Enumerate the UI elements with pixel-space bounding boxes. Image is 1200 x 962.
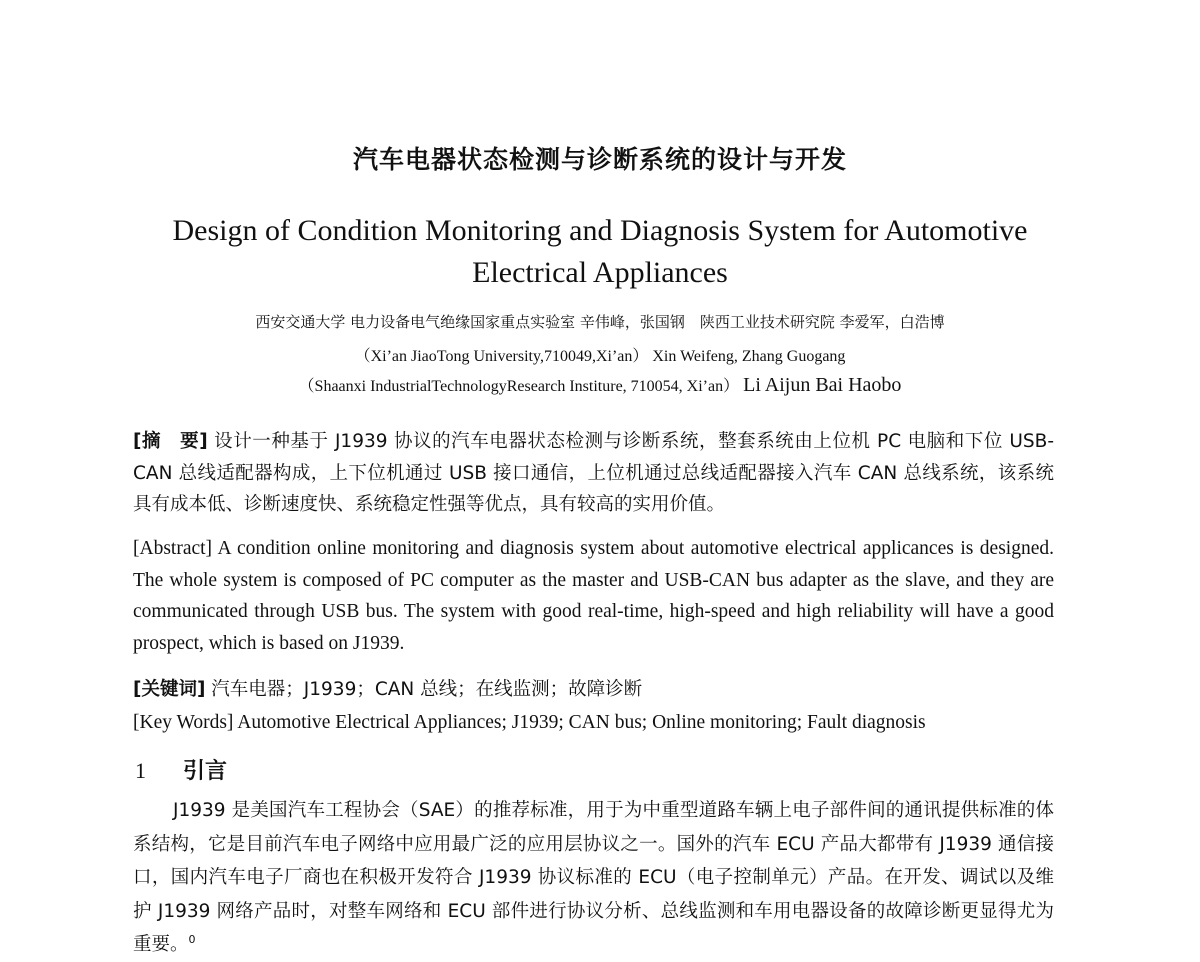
abstract-cn-text: 设计一种基于 J1939 协议的汽车电器状态检测与诊断系统，整套系统由上位机 PC 电脑和下位 USB-CAN 总线适配器构成，上下位机通过 USB 接口通信，上位机通过总线适配器接入汽车 CAN 总线系统，该系统具有成本低、诊断速度快、系统稳定性强等优点，具有较高的实用价值。 [133,431,1054,515]
keywords-cn [133,674,1054,706]
keywords-en-text: Automotive Electrical Appliances; J1939; CAN bus; Online monitoring; Fault diagnosis [233,712,926,733]
abstract-en-label: [Abstract] [133,538,213,559]
abstract-cn [133,426,1054,521]
keywords-cn-text: 汽车电器；J1939；CAN 总线；在线监测；故障诊断 [205,679,643,700]
introduction-text: J1939 是美国汽车工程协会（SAE）的推荐标准，用于为中重型道路车辆上电子部件间的通讯提供标准的体系结构，它是目前汽车电子网络中应用最广泛的应用层协议之一。国外的汽车 ECU 产品大都带有 J1939 通信接口，国内汽车电子厂商也在积极开发符合 J1939 协议标准的 ECU（电子控制单元）产品。在开发、调试以及维护 J1939 网络产品时，对整车网络和 ECU 部件进行协议分析、总线监测和车用电器设备的故障诊断更显得尤为重要。 [133,800,1054,955]
affiliation-en-2-authors: Li Aijun Bai Haobo [743,374,902,396]
paper-title-en-line2: Electrical Appliances [472,256,728,289]
paper-title-en [0,210,1200,294]
introduction-paragraph [133,794,1054,962]
affiliation-en-2-institution: （Shaanxi IndustrialTechnologyResearch Institure, 710054, Xi’an） [298,378,740,395]
paper-title-cn: 汽车电器状态检测与诊断系统的设计与开发 [352,145,847,174]
keywords-en-label: [Key Words] [133,712,234,733]
abstract-en-text: A condition online monitoring and diagnosis system about automotive electrical applicances is designed. The whole system is composed of PC computer as the master and USB-CAN bus adapter as the slave, and they are communicated through USB bus. The system with good real-time, high-speed and high reliability will have a good prospect, which is based on J1939. [133,538,1054,654]
paper-title-en-line1: Design of Condition Monitoring and Diagnosis System for Automotive [172,214,1028,247]
section-number: 1 [135,758,146,783]
keywords-en [133,707,1054,739]
section-heading-introduction [135,754,227,785]
reference-marker: 0 [188,932,196,946]
keywords-cn-label: [关键词] [133,679,206,700]
section-title: 引言 [183,759,228,784]
abstract-en [133,533,1054,659]
affiliation-cn: 西安交通大学 电力设备电气绝缘国家重点实验室 辛伟峰，张国钢 陕西工业技术研究院 李爱军，白浩博 [255,313,945,331]
abstract-cn-label: [摘 要] [133,431,208,452]
affiliation-en-2 [0,373,1200,397]
affiliation-en-1: （Xi’an JiaoTong University,710049,Xi’an） Xin Weifeng, Zhang Guogang [354,348,846,365]
